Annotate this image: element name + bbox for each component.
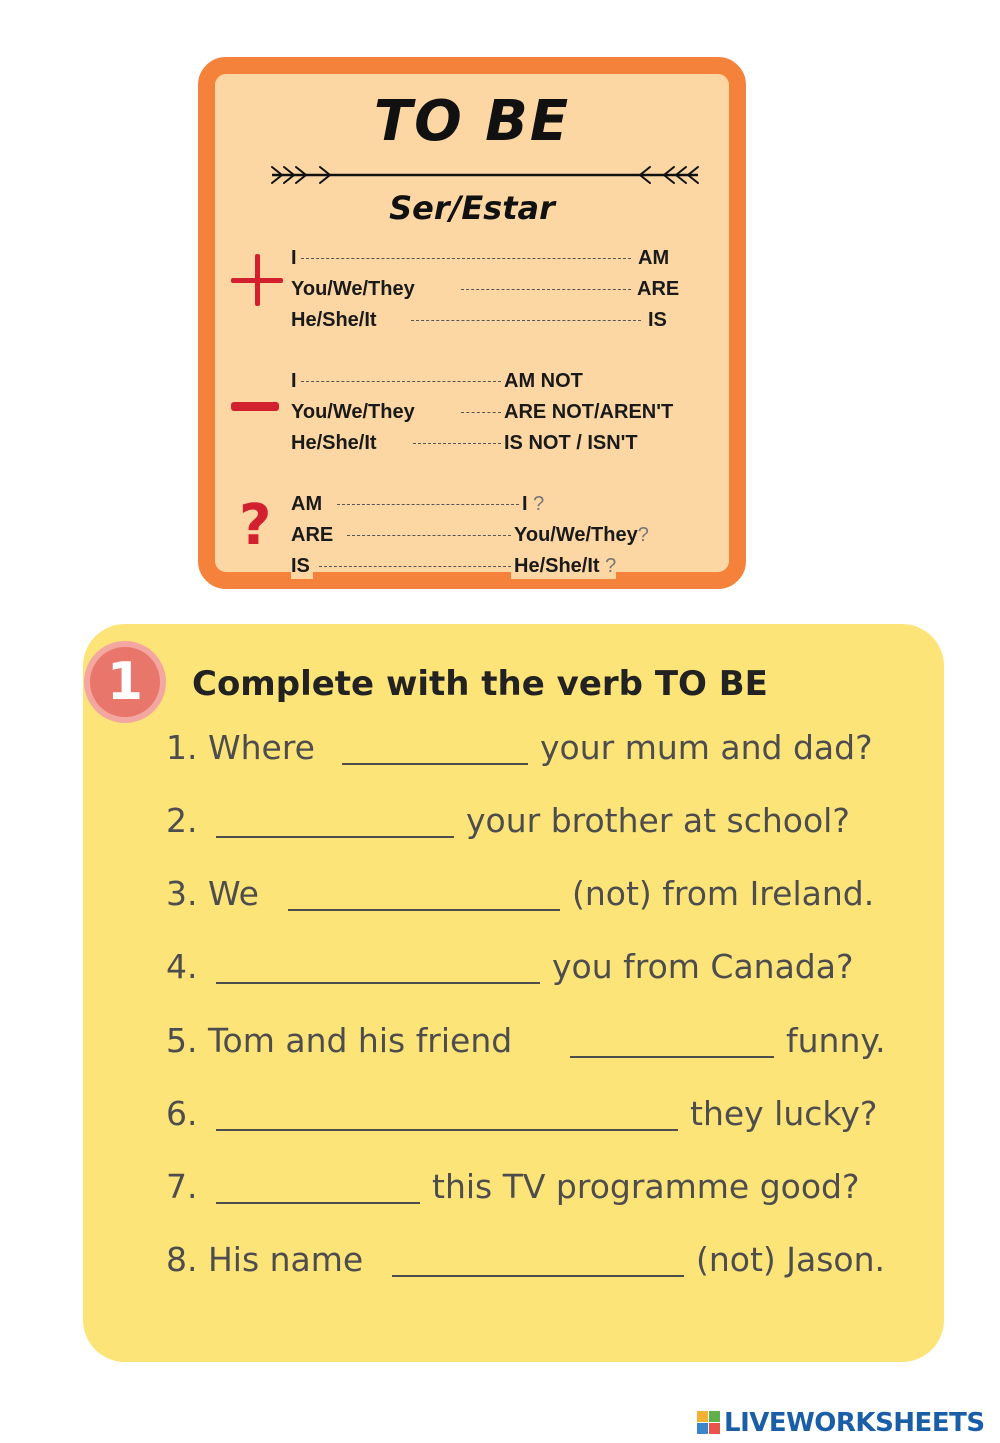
arrow-divider	[270, 160, 700, 190]
item-text-after: funny.	[786, 1021, 886, 1060]
answer-blank[interactable]	[216, 1202, 420, 1204]
subject: I	[291, 368, 300, 394]
interrogative-row	[291, 491, 711, 517]
item-text-after: you from Canada?	[552, 947, 854, 986]
item-text-after: your brother at school?	[466, 801, 850, 840]
liveworksheets-logo-icon	[697, 1411, 721, 1435]
logo-square	[697, 1423, 708, 1434]
card-subtitle: Ser/Estar	[389, 189, 555, 227]
question-sign-icon: ?	[239, 493, 272, 558]
plus-sign-icon	[231, 254, 283, 306]
answer-blank[interactable]	[570, 1056, 774, 1058]
exercise-number: 1	[90, 647, 160, 717]
subject: He/She/It ?	[511, 553, 616, 579]
subject: I ?	[519, 491, 544, 517]
answer-blank[interactable]	[216, 982, 540, 984]
item-text-before: 2.	[166, 801, 198, 840]
verb: AM	[291, 491, 325, 517]
affirmative-row	[291, 276, 687, 302]
verb: IS	[291, 553, 313, 579]
logo-square	[709, 1411, 720, 1422]
exercise-instruction: Complete with the verb TO BE	[192, 664, 768, 704]
verb: ARE NOT/AREN'T	[501, 399, 673, 425]
card-title: TO BE	[373, 89, 571, 154]
item-text-after: this TV programme good?	[432, 1167, 860, 1206]
negative-row	[291, 399, 731, 425]
item-text-after: your mum and dad?	[540, 728, 873, 767]
interrogative-row	[291, 553, 711, 579]
interrogative-row	[291, 522, 711, 548]
exercise-number-badge	[84, 641, 166, 723]
subject: You/We/They	[291, 276, 418, 302]
verb: AM NOT	[501, 368, 583, 394]
item-text-after: they lucky?	[690, 1094, 878, 1133]
answer-blank[interactable]	[392, 1275, 684, 1277]
subject: I	[291, 245, 300, 271]
verb: ARE	[634, 276, 679, 302]
item-text-before: 8. His name	[166, 1240, 364, 1279]
grammar-card	[198, 57, 746, 589]
watermark-text: LIVEWORKSHEETS	[724, 1408, 985, 1438]
item-text-before: 3. We	[166, 874, 259, 913]
verb: IS	[645, 307, 667, 333]
verb: IS NOT / ISN'T	[501, 430, 638, 456]
answer-blank[interactable]	[288, 909, 560, 911]
item-text-after: (not) from Ireland.	[572, 874, 875, 913]
subject: You/We/They?	[511, 522, 649, 548]
logo-square	[709, 1423, 720, 1434]
affirmative-row	[291, 245, 687, 271]
subject: He/She/It	[291, 430, 380, 456]
verb: AM	[635, 245, 669, 271]
liveworksheets-watermark	[697, 1408, 985, 1438]
verb: ARE	[291, 522, 336, 548]
item-text-before: 5. Tom and his friend	[166, 1021, 513, 1060]
item-text-before: 4.	[166, 947, 198, 986]
item-text-after: (not) Jason.	[696, 1240, 886, 1279]
affirmative-row	[291, 307, 687, 333]
item-text-before: 1. Where	[166, 728, 315, 767]
minus-sign-icon	[231, 402, 279, 411]
answer-blank[interactable]	[216, 1129, 678, 1131]
answer-blank[interactable]	[216, 836, 454, 838]
negative-row	[291, 430, 731, 456]
subject: He/She/It	[291, 307, 380, 333]
negative-row	[291, 368, 731, 394]
answer-blank[interactable]	[342, 763, 528, 765]
logo-square	[697, 1411, 708, 1422]
subject: You/We/They	[291, 399, 418, 425]
item-text-before: 6.	[166, 1094, 198, 1133]
item-text-before: 7.	[166, 1167, 198, 1206]
